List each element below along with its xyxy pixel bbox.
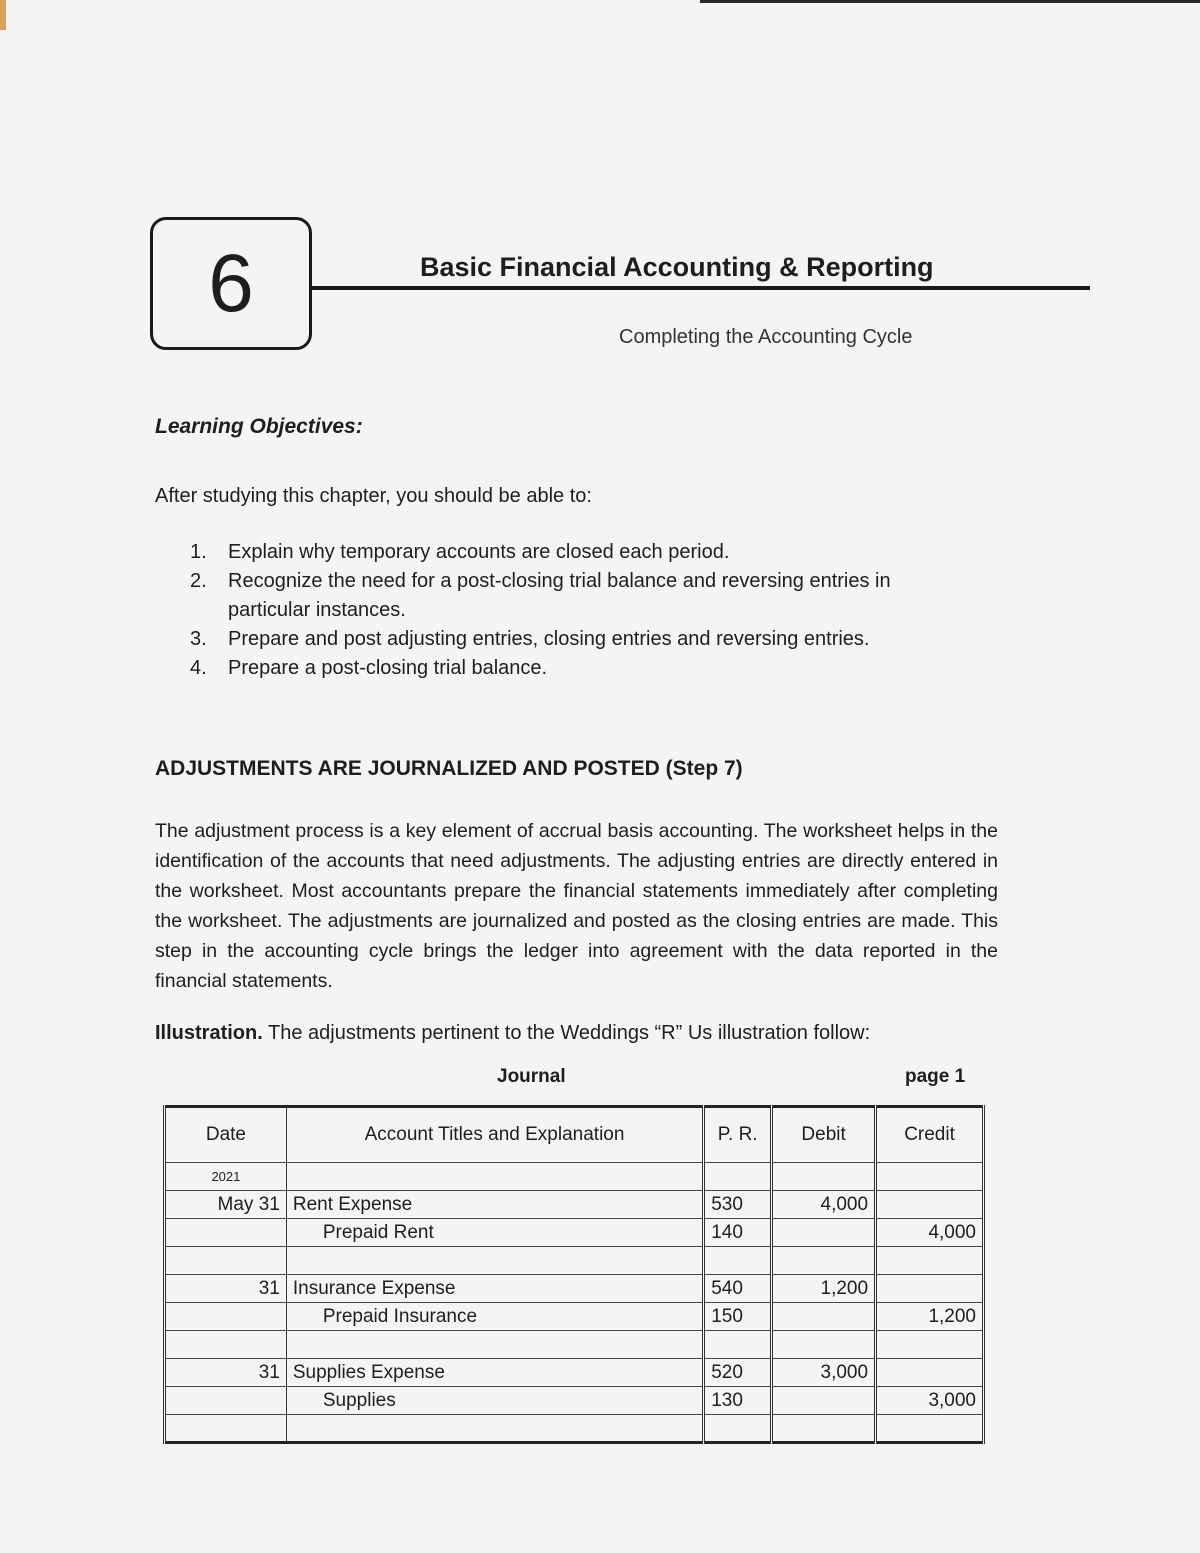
posting-ref: 530 xyxy=(704,1191,772,1219)
chapter-number-box xyxy=(150,217,312,350)
journal-title: Journal xyxy=(497,1066,566,1087)
list-item-text: Prepare a post-closing trial balance. xyxy=(228,657,548,679)
header-credit: Credit xyxy=(876,1107,984,1163)
journal-table xyxy=(163,1105,985,1444)
table-row xyxy=(165,1387,984,1415)
table-row xyxy=(165,1331,984,1359)
posting-ref: 540 xyxy=(704,1275,772,1303)
list-item xyxy=(190,538,970,567)
list-item xyxy=(190,567,970,625)
table-row xyxy=(165,1219,984,1247)
learning-objectives-heading: Learning Objectives: xyxy=(155,415,363,438)
learning-objectives-intro: After studying this chapter, you should be able to: xyxy=(155,485,592,507)
posting-ref: 130 xyxy=(704,1387,772,1415)
table-row xyxy=(165,1163,984,1191)
objectives-list xyxy=(190,538,970,683)
chapter-subtitle: Completing the Accounting Cycle xyxy=(619,326,913,348)
credit-account: Prepaid Insurance xyxy=(286,1303,703,1331)
table-row xyxy=(165,1247,984,1275)
book-title: Basic Financial Accounting & Reporting xyxy=(420,252,934,282)
debit-amount: 4,000 xyxy=(772,1191,876,1219)
illustration-label: Illustration. xyxy=(155,1022,263,1044)
credit-amount: 4,000 xyxy=(876,1219,984,1247)
entry-date: May 31 xyxy=(165,1191,287,1219)
table-row xyxy=(165,1415,984,1443)
entry-date: 31 xyxy=(165,1275,287,1303)
credit-amount: 1,200 xyxy=(876,1303,984,1331)
header-date: Date xyxy=(165,1107,287,1163)
credit-account: Supplies xyxy=(286,1387,703,1415)
list-item-number: 4. xyxy=(190,657,207,679)
journal-year: 2021 xyxy=(165,1163,287,1191)
chapter-number: 6 xyxy=(208,237,254,329)
table-row xyxy=(165,1275,984,1303)
top-rule xyxy=(700,0,1200,3)
header-account: Account Titles and Explanation xyxy=(286,1107,703,1163)
journal-header-row xyxy=(165,1107,984,1163)
table-row xyxy=(165,1359,984,1387)
header-pr: P. R. xyxy=(704,1107,772,1163)
list-item xyxy=(190,654,970,683)
debit-amount: 1,200 xyxy=(772,1275,876,1303)
posting-ref: 140 xyxy=(704,1219,772,1247)
posting-ref: 150 xyxy=(704,1303,772,1331)
illustration-text: The adjustments pertinent to the Weddings “R” Us illustration follow: xyxy=(268,1022,871,1044)
illustration-line xyxy=(155,1022,870,1045)
entry-date: 31 xyxy=(165,1359,287,1387)
header-debit: Debit xyxy=(772,1107,876,1163)
posting-ref: 520 xyxy=(704,1359,772,1387)
debit-account: Insurance Expense xyxy=(286,1275,703,1303)
credit-amount: 3,000 xyxy=(876,1387,984,1415)
section-heading: ADJUSTMENTS ARE JOURNALIZED AND POSTED (Step 7) xyxy=(155,757,743,780)
list-item-text: Prepare and post adjusting entries, closing entries and reversing entries. xyxy=(228,628,870,650)
list-item-number: 1. xyxy=(190,541,207,563)
debit-account: Rent Expense xyxy=(286,1191,703,1219)
list-item xyxy=(190,625,970,654)
list-item-text: Explain why temporary accounts are closed each period. xyxy=(228,541,730,563)
table-row xyxy=(165,1303,984,1331)
page-corner-mark xyxy=(0,0,6,30)
list-item-text: Recognize the need for a post-closing trial balance and reversing entries in particular instances. xyxy=(228,570,891,621)
table-row xyxy=(165,1191,984,1219)
list-item-number: 2. xyxy=(190,570,207,592)
journal-page-number: page 1 xyxy=(905,1066,966,1087)
body-paragraph: The adjustment process is a key element of accrual basis accounting. The worksheet helps in the identification of the accounts that need adjustments. The adjusting entries are directly entered in the worksheet. Most accountants prepare the financial statements immediately after completing the worksheet. The adjustments are journalized and posted as the closing entries are made. This step in the accounting cycle brings the ledger into agreement with the data reported in the financial statements. xyxy=(155,820,998,992)
header-rule xyxy=(312,286,1090,290)
list-item-number: 3. xyxy=(190,628,207,650)
credit-account: Prepaid Rent xyxy=(286,1219,703,1247)
debit-amount: 3,000 xyxy=(772,1359,876,1387)
debit-account: Supplies Expense xyxy=(286,1359,703,1387)
